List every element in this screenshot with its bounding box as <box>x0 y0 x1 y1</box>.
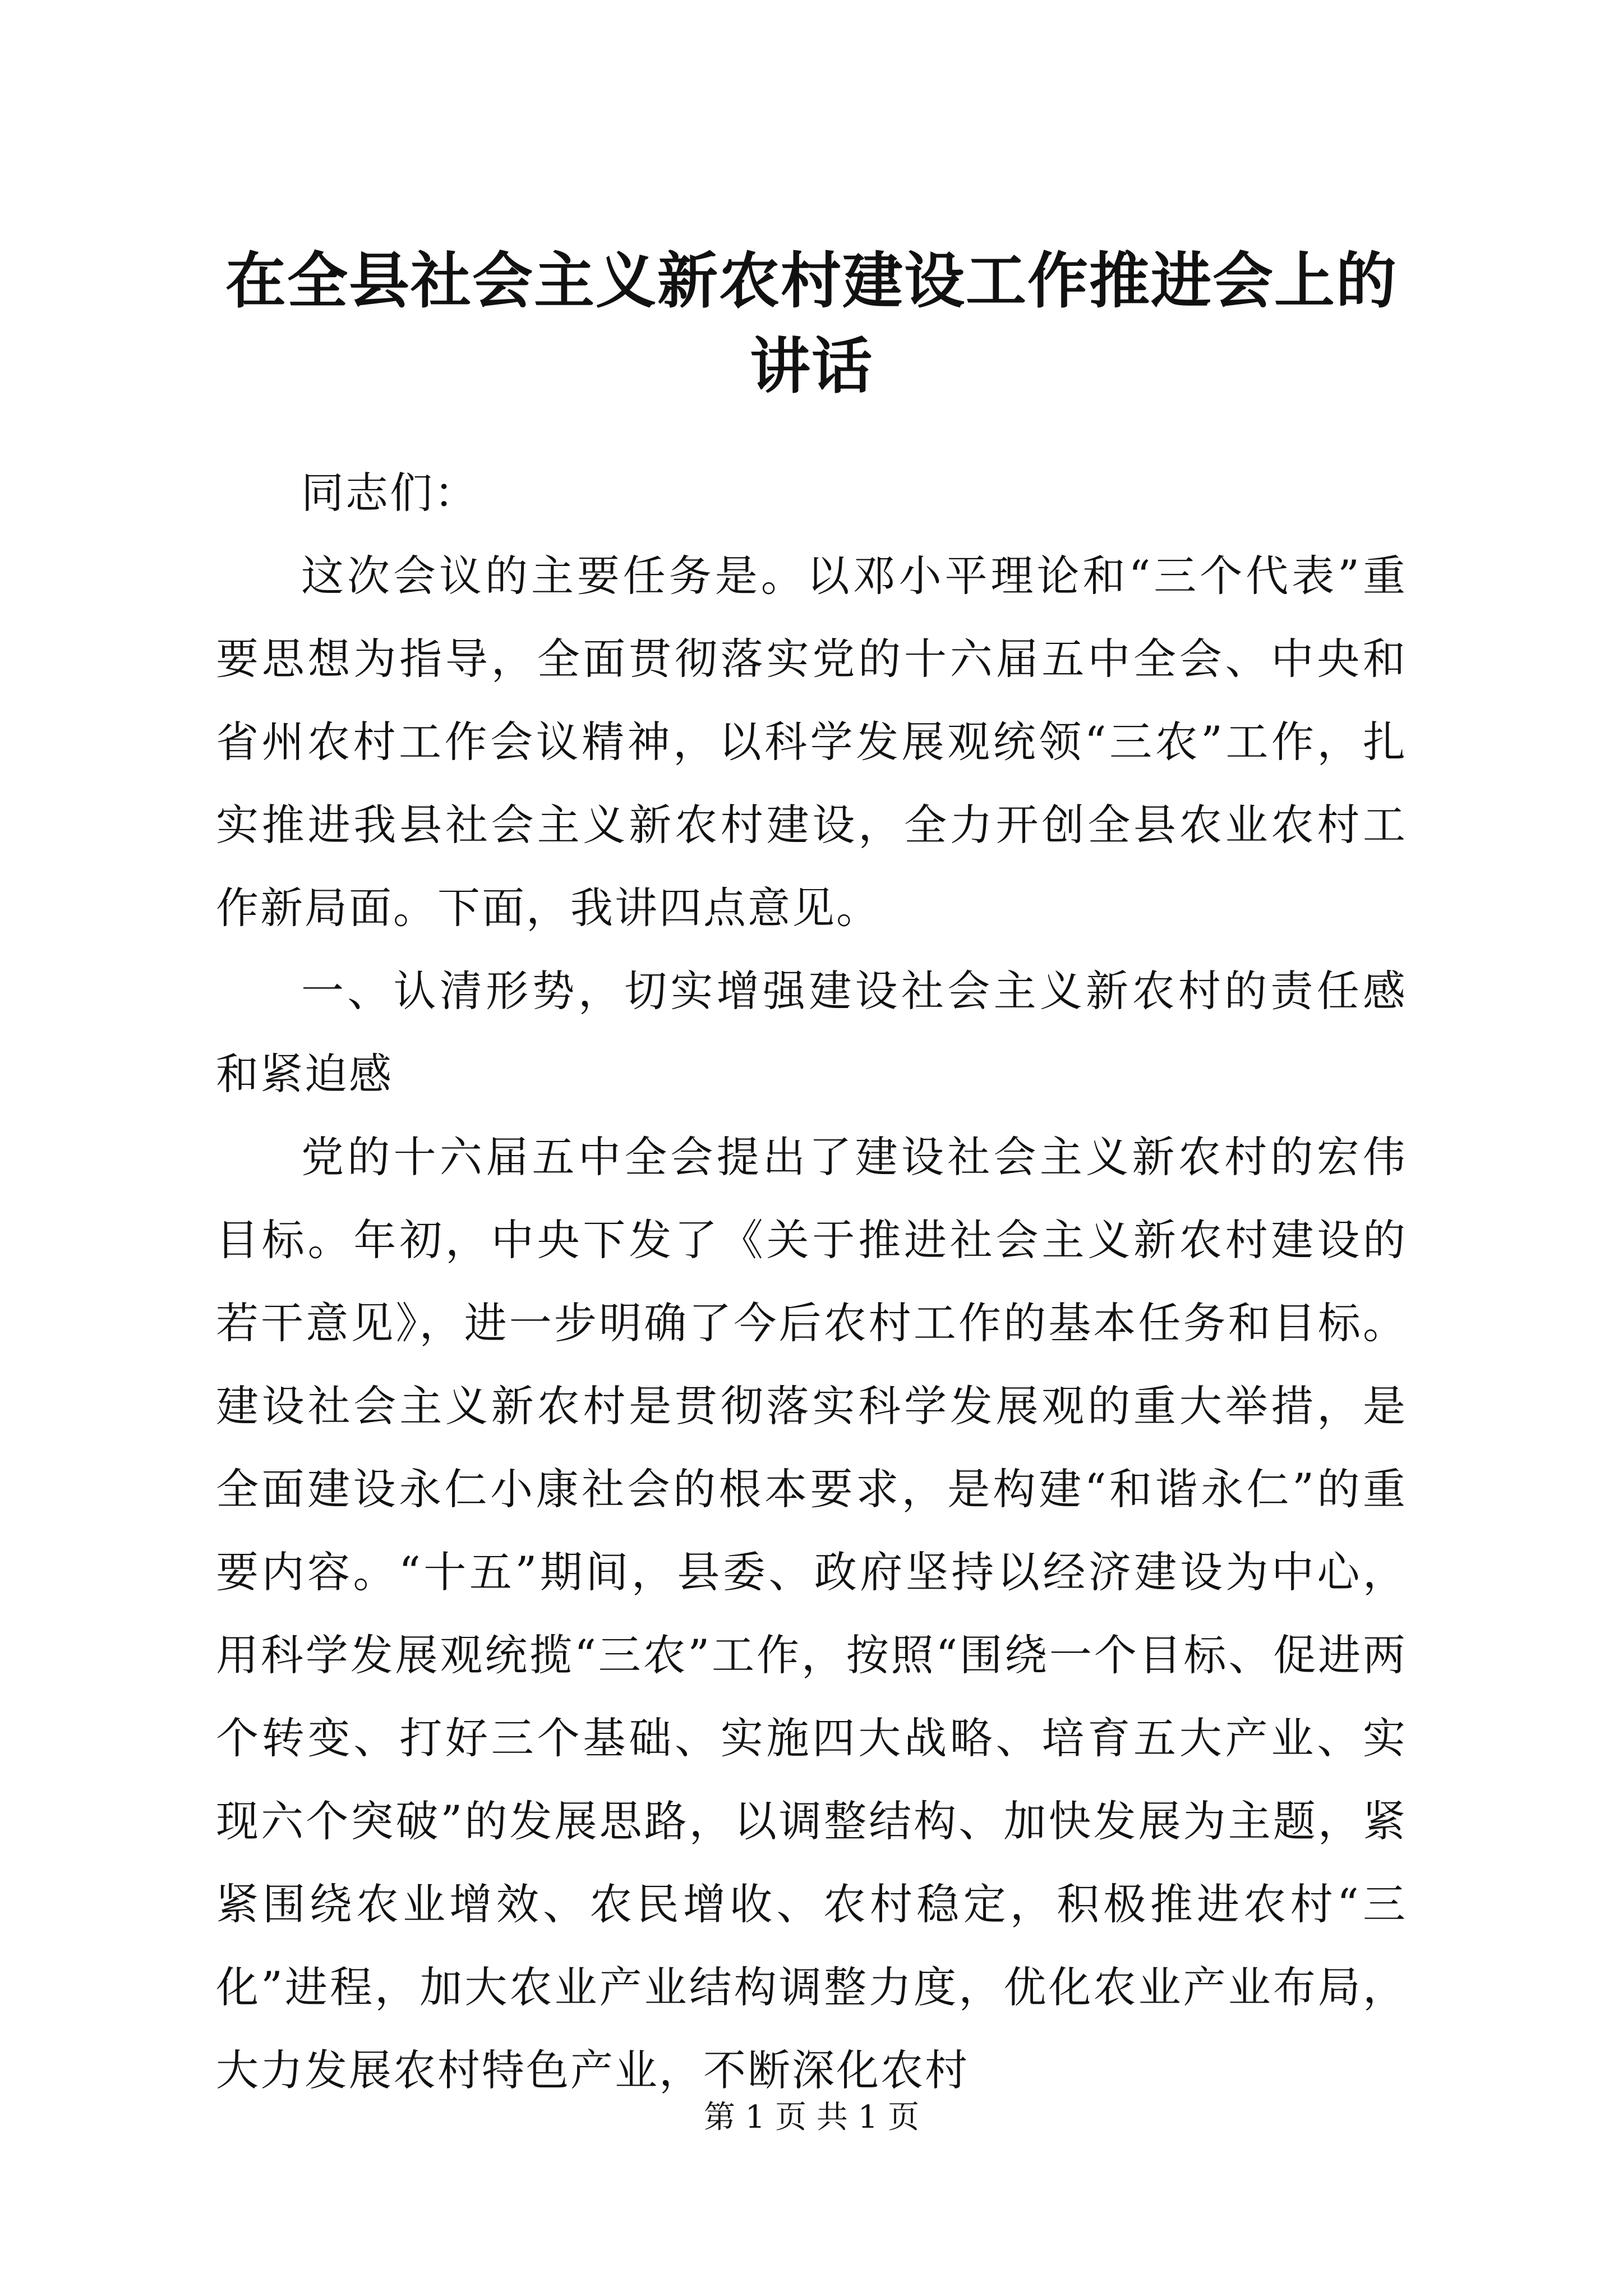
intro-paragraph: 这次会议的主要任务是。以邓小平理论和“三个代表”重要思想为指导，全面贯彻落实党的十六届五中全会、中央和省州农村工作会议精神，以科学发展观统领“三农”工作，扎实推进我县社会主义新农村建设，全力开创全县农业农村工作新局面。下面，我讲四点意见。 <box>216 551 1407 933</box>
page-footer: 第 1 页 共 1 页 <box>703 2099 920 2136</box>
greeting-paragraph: 同志们： <box>301 468 478 518</box>
body-paragraph: 党的十六届五中全会提出了建设社会主义新农村的宏伟目标。年初，中央下发了《关于推进社会主义新农村建设的若干意见》，进一步明确了今后农村工作的基本任务和目标。建设社会主义新农村是贯彻落实科学发展观的重大举措，是全面建设永仁小康社会的根本要求，是构建“和谐永仁”的重要内容。“十五”期间，县委、政府坚持以经济建设为中心，用科学发展观统揽“三农”工作，按照“围绕一个目标、促进两个转变、打好三个基础、实施四大战略、培育五大产业、实现六个突破”的发展思路，以调整结构、加快发展为主题，紧紧围绕农业增效、农民增收、农村稳定，积极推进农村“三化”进程，加大农业产业结构调整力度，优化农业产业布局，大力发展农村特色产业，不断深化农村 <box>216 1132 1407 2095</box>
document-body <box>216 452 1407 2112</box>
section-heading-1: 一、认清形势，切实增强建设社会主义新农村的责任感和紧迫感 <box>216 966 1407 1099</box>
document-title: 在全县社会主义新农村建设工作推进会上的讲话 <box>225 246 1398 402</box>
